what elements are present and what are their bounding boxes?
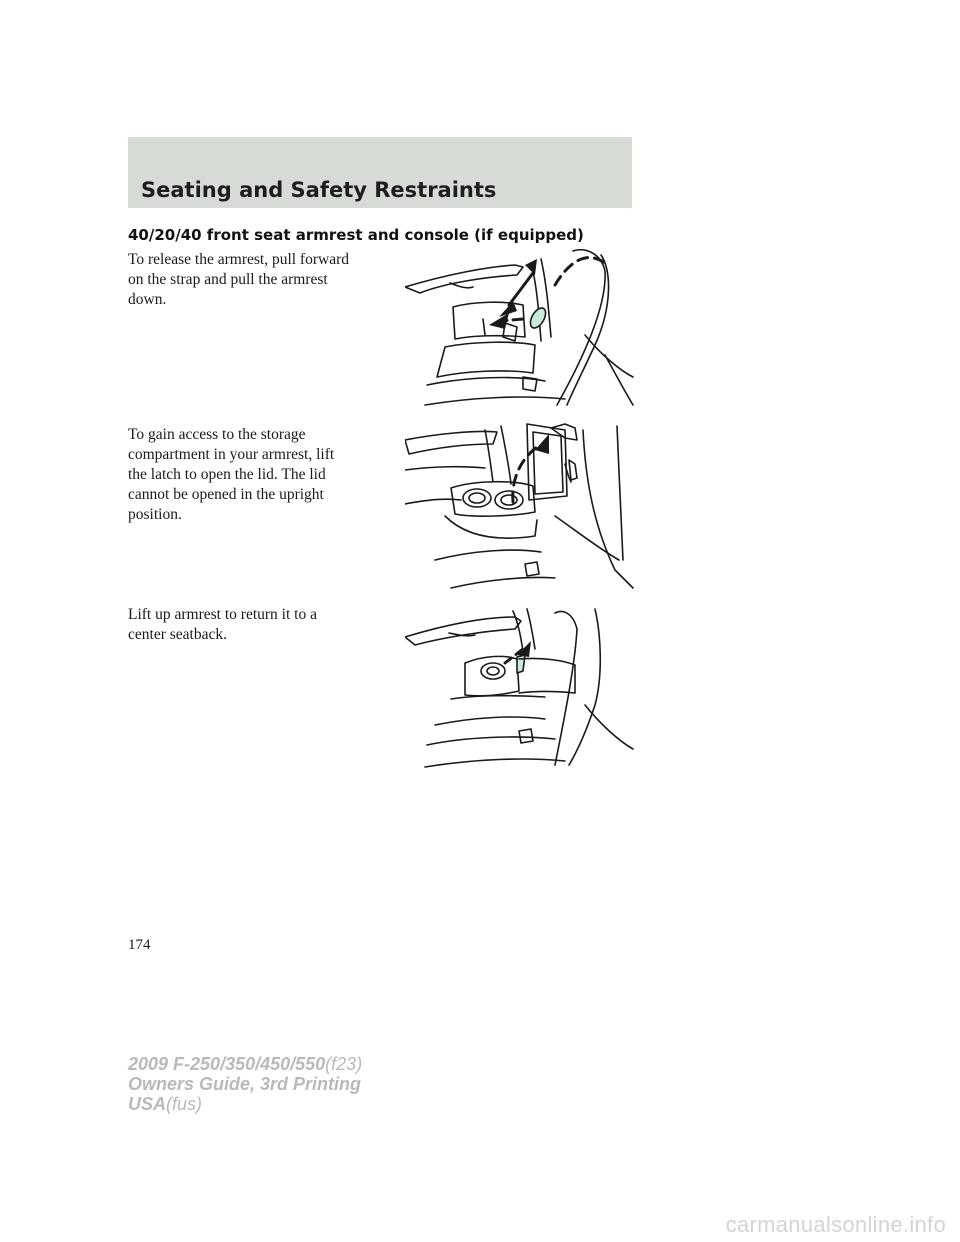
step-1-line-2: on the strap and pull the armrest xyxy=(128,271,328,288)
step-1-text xyxy=(128,250,383,310)
footer-print-info xyxy=(128,1054,362,1114)
armrest-release-illustration xyxy=(405,245,635,410)
armrest-return-illustration xyxy=(405,605,635,770)
section-title: Seating and Safety Restraints xyxy=(141,178,497,202)
step-3-text xyxy=(128,605,383,645)
footer-guide-edition: Owners Guide, 3rd Printing xyxy=(128,1074,362,1094)
step-2-line-4: cannot be opened in the upright xyxy=(128,486,324,503)
step-2-text xyxy=(128,425,383,525)
watermark: carmanualsonline.info xyxy=(725,1212,946,1237)
step-2-line-2: compartment in your armrest, lift xyxy=(128,446,335,463)
step-3-line-1: Lift up armrest to return it to a xyxy=(128,606,317,623)
step-2-line-1: To gain access to the storage xyxy=(128,426,306,443)
step-3-line-2: center seatback. xyxy=(128,626,227,643)
step-2-line-5: position. xyxy=(128,506,182,523)
footer-model: 2009 F-250/350/450/550 xyxy=(128,1054,326,1074)
storage-compartment-illustration xyxy=(405,420,635,590)
footer-market: USA xyxy=(128,1094,167,1114)
section-heading: 40/20/40 front seat armrest and console (if equipped) xyxy=(128,226,584,244)
step-2-line-3: the latch to open the lid. The lid xyxy=(128,466,326,483)
step-1-line-1: To release the armrest, pull forward xyxy=(128,251,349,268)
page-number: 174 xyxy=(128,937,151,953)
footer-model-code: (f23) xyxy=(325,1054,363,1074)
step-1-line-3: down. xyxy=(128,291,167,308)
footer-market-code: (fus) xyxy=(166,1094,203,1114)
